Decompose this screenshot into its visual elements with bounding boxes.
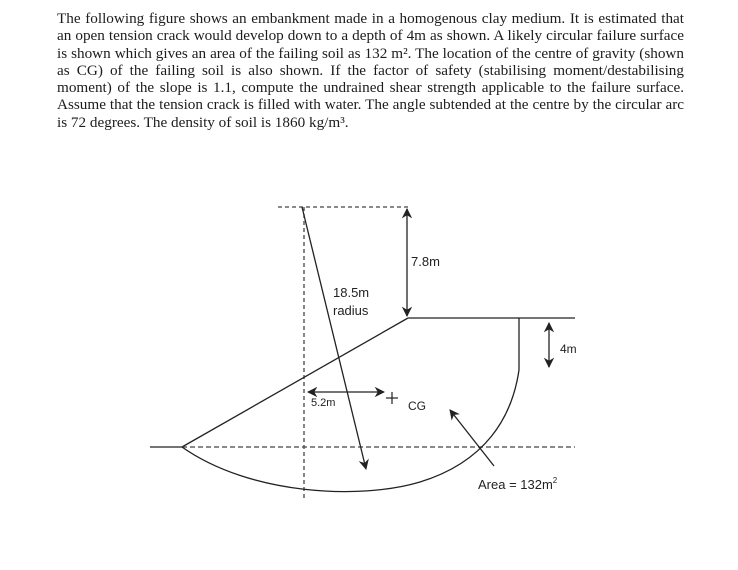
height-label: 7.8m [411, 254, 440, 269]
area-leader-line [450, 410, 494, 466]
failure-arc [182, 370, 519, 492]
cg-label: CG [408, 399, 426, 413]
problem-statement: The following figure shows an embankment made in a homogenous clay medium. It is estimated that an open tension crack would develop down to a depth of 4m as shown. A likely circular failure surface is shown which gives an area of the failing soil as 132 m². The location of the centre of gravity (shown as CG) of the failing soil is also shown. If the factor of safety (stabilising moment/destabilising moment) of the slope is 1.1, compute the undrained shear strength applicable to the failure surface. Assume that the tension crack is filled with water. The angle subtended at the centre by the circular arc is 72 degrees. The density of soil is 1860 kg/m³. [57, 10, 684, 131]
area-unit-power: 2 [552, 476, 558, 485]
slope-face [182, 318, 408, 447]
radius-value-label: 18.5m [333, 285, 370, 300]
area-label [478, 476, 558, 492]
cg-marker [386, 392, 398, 404]
crack-depth-label: 4m [560, 342, 577, 356]
radius-word-label: radius [333, 303, 369, 318]
area-text: Area = 132m [478, 477, 553, 492]
radius-line [302, 207, 366, 469]
offset-label: 5.2m [311, 397, 336, 409]
